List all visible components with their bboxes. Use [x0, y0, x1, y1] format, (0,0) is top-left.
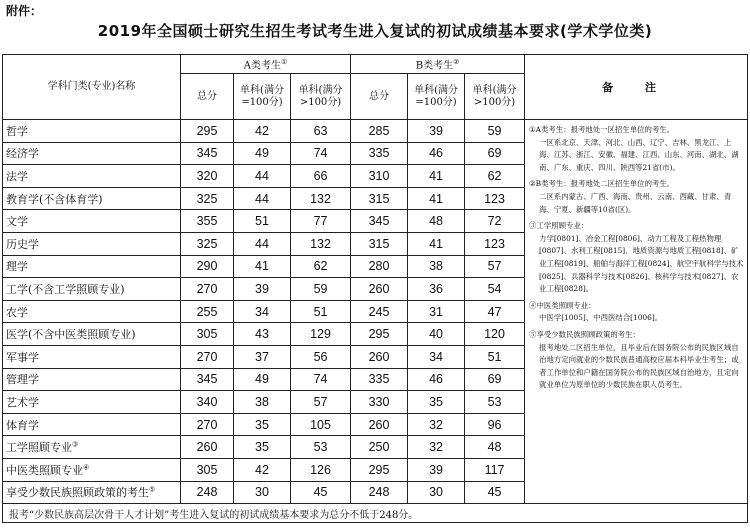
table-row [3, 120, 748, 143]
a-total-score: 305 [181, 323, 234, 346]
b-single-100-score: 34 [408, 345, 465, 368]
a-single-100-score: 44 [234, 165, 291, 188]
a-single-over-100-score: 126 [291, 458, 351, 481]
a-total-score: 340 [181, 391, 234, 414]
a-single-100-score: 35 [234, 436, 291, 459]
b-single-over-100-score: 72 [465, 210, 525, 233]
a-total-score: 325 [181, 187, 234, 210]
b-single-100-score: 31 [408, 300, 465, 323]
remark-heading: ⑤享受少数民族照顾政策的考生： [529, 329, 640, 339]
remark-heading: ②B类考生：报考地处二区招生单位的考生。 [529, 179, 675, 189]
a-single-over-100-score: 51 [291, 300, 351, 323]
discipline-label: 文学 [6, 215, 28, 229]
discipline-name [3, 187, 181, 210]
b-single-100-score: 39 [408, 458, 465, 481]
b-single-100-score: 46 [408, 142, 465, 165]
b-total-header: 总分 [351, 74, 408, 120]
a-single-over-100-score: 132 [291, 187, 351, 210]
a-single-100-score: 37 [234, 345, 291, 368]
a-single-100-score: 35 [234, 413, 291, 436]
b-total-score: 245 [351, 300, 408, 323]
discipline-name [3, 481, 181, 504]
a-single-100-score: 49 [234, 142, 291, 165]
b-single-over-100-score: 47 [465, 300, 525, 323]
discipline-name [3, 368, 181, 391]
b-single-over-100-score: 51 [465, 345, 525, 368]
a-total-score: 290 [181, 255, 234, 278]
discipline-name [3, 255, 181, 278]
a-single-over-100-score: 105 [291, 413, 351, 436]
b-single-100-score: 41 [408, 165, 465, 188]
b-total-score: 260 [351, 345, 408, 368]
a-single-100-score: 41 [234, 255, 291, 278]
discipline-label: 军事学 [6, 350, 39, 364]
remarks-header: 备 注 [525, 55, 748, 120]
a-single-over-100-score: 56 [291, 345, 351, 368]
a-single-over-100-score: 62 [291, 255, 351, 278]
a-total-score: 345 [181, 142, 234, 165]
a-single-100-score: 30 [234, 481, 291, 504]
a-total-score: 320 [181, 165, 234, 188]
b-single-100-score: 38 [408, 255, 465, 278]
discipline-label: 工学(不含工学照顾专业) [6, 282, 125, 296]
discipline-label: 历史学 [6, 237, 39, 251]
group-a-label: A类考生 [243, 60, 281, 72]
b-single-over-100-score: 54 [465, 278, 525, 301]
discipline-label: 体育学 [6, 418, 39, 432]
remark-item [529, 300, 744, 325]
a-single-over-100-header: 单科(满分>100分) [291, 74, 351, 120]
discipline-label: 哲学 [6, 124, 28, 138]
discipline-label: 经济学 [6, 147, 39, 161]
discipline-label: 理学 [6, 260, 28, 274]
a-single-over-100-score: 45 [291, 481, 351, 504]
a-single-100-score: 42 [234, 458, 291, 481]
b-single-100-score: 48 [408, 210, 465, 233]
discipline-name [3, 165, 181, 188]
discipline-label: 法学 [6, 169, 28, 183]
a-single-over-100-score: 66 [291, 165, 351, 188]
remark-body: 报考地处二区招生单位，且毕业后在国务院公布的民族区域自治地方定向就业的少数民族普通高校应届本科毕业生考生；或者工作单位和户籍在国务院公布的民族区域自治地方，且定向就业单位为原单位的少数民族在职人员考生。 [539, 342, 739, 390]
discipline-name [3, 458, 181, 481]
b-single-over-100-score: 45 [465, 481, 525, 504]
b-total-score: 295 [351, 323, 408, 346]
b-single-100-header: 单科(满分=100分) [408, 74, 465, 120]
b-single-100-score: 30 [408, 481, 465, 504]
b-single-over-100-score: 123 [465, 232, 525, 255]
b-total-score: 335 [351, 368, 408, 391]
discipline-name [3, 323, 181, 346]
a-single-100-score: 42 [234, 120, 291, 143]
remark-item [529, 124, 744, 174]
discipline-label: 农学 [6, 305, 28, 319]
a-single-100-score: 39 [234, 278, 291, 301]
a-single-100-score: 43 [234, 323, 291, 346]
b-single-over-100-score: 59 [465, 120, 525, 143]
b-single-over-100-score: 62 [465, 165, 525, 188]
table-body [3, 120, 748, 504]
a-total-score: 345 [181, 368, 234, 391]
b-total-score: 315 [351, 187, 408, 210]
discipline-label: 教育学(不含体育学) [6, 192, 103, 206]
a-total-header: 总分 [181, 74, 234, 120]
b-total-score: 260 [351, 413, 408, 436]
b-total-score: 345 [351, 210, 408, 233]
a-single-over-100-score: 59 [291, 278, 351, 301]
a-single-over-100-score: 77 [291, 210, 351, 233]
remark-item [529, 329, 744, 392]
discipline-name [3, 436, 181, 459]
a-single-over-100-score: 129 [291, 323, 351, 346]
a-total-score: 270 [181, 413, 234, 436]
a-single-100-score: 44 [234, 187, 291, 210]
b-single-100-score: 32 [408, 436, 465, 459]
b-single-over-100-score: 48 [465, 436, 525, 459]
remark-body: 一区系北京、天津、河北、山西、辽宁、吉林、黑龙江、上海、江苏、浙江、安徽、福建、江西、山东、河南、湖北、湖南、广东、重庆、四川、陕西等21省(市)。 [539, 137, 739, 172]
discipline-label: 管理学 [6, 373, 39, 387]
a-single-100-score: 38 [234, 391, 291, 414]
group-b-header [351, 55, 525, 74]
remark-heading: ④中医类照顾专业： [529, 300, 596, 310]
discipline-name [3, 278, 181, 301]
discipline-name [3, 120, 181, 143]
b-total-score: 280 [351, 255, 408, 278]
b-total-score: 310 [351, 165, 408, 188]
page-title: 2019年全国硕士研究生招生考试考生进入复试的初试成绩基本要求(学术学位类) [97, 22, 653, 40]
score-requirements-table [2, 54, 748, 523]
discipline-label: 中医类照顾专业 [6, 463, 83, 477]
discipline-name [3, 210, 181, 233]
discipline-label: 艺术学 [6, 395, 39, 409]
a-single-100-score: 49 [234, 368, 291, 391]
remark-body: 中医学[1005]、中西医结合[1006]。 [539, 313, 663, 323]
a-single-100-score: 34 [234, 300, 291, 323]
remark-body: 二区系内蒙古、广西、海南、贵州、云南、西藏、甘肃、青海、宁夏、新疆等10省(区)。 [539, 191, 732, 214]
a-single-100-header: 单科(满分=100分) [234, 74, 291, 120]
b-single-over-100-score: 96 [465, 413, 525, 436]
a-single-over-100-score: 132 [291, 232, 351, 255]
discipline-name [3, 391, 181, 414]
b-single-100-score: 35 [408, 391, 465, 414]
b-single-100-score: 36 [408, 278, 465, 301]
b-single-100-score: 46 [408, 368, 465, 391]
b-total-score: 285 [351, 120, 408, 143]
group-a-header [181, 55, 351, 74]
discipline-name [3, 345, 181, 368]
discipline-header: 学科门类(专业)名称 [3, 55, 181, 120]
b-total-score: 315 [351, 232, 408, 255]
remark-heading: ③工学照顾专业： [529, 221, 589, 231]
discipline-name [3, 232, 181, 255]
a-total-score: 270 [181, 278, 234, 301]
remarks-cell [525, 120, 748, 504]
group-b-note-mark: ② [453, 57, 460, 66]
a-total-score: 270 [181, 345, 234, 368]
discipline-name [3, 300, 181, 323]
b-single-over-100-score: 123 [465, 187, 525, 210]
b-total-score: 295 [351, 458, 408, 481]
note-mark: ④ [83, 463, 90, 472]
group-a-note-mark: ① [280, 57, 288, 66]
b-single-over-100-score: 69 [465, 368, 525, 391]
b-single-over-100-score: 57 [465, 255, 525, 278]
b-single-over-100-score: 53 [465, 391, 525, 414]
b-single-100-score: 41 [408, 187, 465, 210]
remark-item [529, 220, 744, 296]
b-single-100-score: 41 [408, 232, 465, 255]
attachment-label: 附件： [6, 4, 43, 18]
a-single-100-score: 44 [234, 232, 291, 255]
a-single-over-100-score: 53 [291, 436, 351, 459]
discipline-label: 医学(不含中医类照顾专业) [6, 328, 136, 342]
a-single-over-100-score: 74 [291, 142, 351, 165]
b-single-100-score: 39 [408, 120, 465, 143]
discipline-label: 工学照顾专业 [6, 441, 72, 455]
a-total-score: 260 [181, 436, 234, 459]
a-total-score: 255 [181, 300, 234, 323]
a-total-score: 248 [181, 481, 234, 504]
note-mark: ③ [72, 440, 79, 449]
b-single-over-100-score: 120 [465, 323, 525, 346]
a-total-score: 325 [181, 232, 234, 255]
a-single-100-score: 51 [234, 210, 291, 233]
a-total-score: 305 [181, 458, 234, 481]
b-total-score: 330 [351, 391, 408, 414]
b-single-over-100-header: 单科(满分>100分) [465, 74, 525, 120]
remark-item [529, 178, 744, 216]
b-total-score: 250 [351, 436, 408, 459]
remark-heading: ①A类考生：报考地处一区招生单位的考生。 [529, 125, 675, 134]
a-single-over-100-score: 57 [291, 391, 351, 414]
b-total-score: 260 [351, 278, 408, 301]
b-total-score: 335 [351, 142, 408, 165]
group-b-label: B类考生 [415, 60, 454, 72]
b-total-score: 248 [351, 481, 408, 504]
discipline-name [3, 413, 181, 436]
b-single-100-score: 32 [408, 413, 465, 436]
remark-body: 力学[0801]、冶金工程[0806]、动力工程及工程热物理[0807]、水利工程[0815]、地质资源与地质工程[0818]、矿业工程[0819]、船舶与海洋工程[0824]、航空宇航科学与技术[0825]、兵器科学与技术[0826]、核科学与技术[0827]、农业工程[0828]。 [539, 233, 744, 294]
a-total-score: 295 [181, 120, 234, 143]
footer-note: 报考“少数民族高层次骨干人才计划”考生进入复试的初试成绩基本要求为总分不低于248分。 [3, 504, 748, 523]
a-single-over-100-score: 74 [291, 368, 351, 391]
discipline-label: 享受少数民族照顾政策的考生 [6, 486, 149, 500]
a-single-over-100-score: 63 [291, 120, 351, 143]
discipline-name [3, 142, 181, 165]
note-mark: ⑤ [149, 485, 156, 494]
b-single-100-score: 40 [408, 323, 465, 346]
a-total-score: 355 [181, 210, 234, 233]
b-single-over-100-score: 117 [465, 458, 525, 481]
b-single-over-100-score: 69 [465, 142, 525, 165]
